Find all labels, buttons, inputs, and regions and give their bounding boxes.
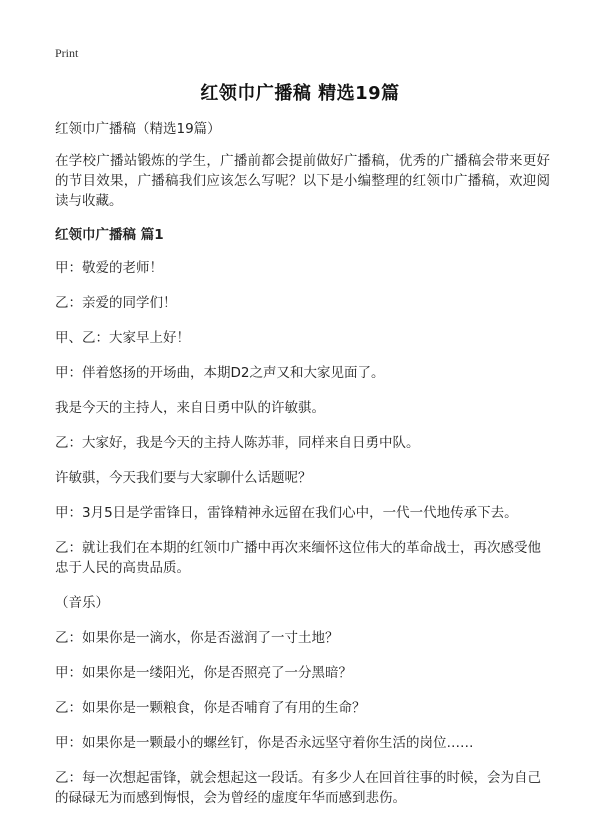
script-line: 乙：如果你是一颗粮食，你是否哺育了有用的生命？ <box>55 700 366 716</box>
print-link[interactable]: Print <box>55 46 79 60</box>
section-heading: 红领巾广播稿 篇1 <box>55 227 164 243</box>
script-line: 乙：每一次想起雷锋，就会想起这一段话。有多少人在回首往事的时候，会为自己的碌碌无为而感到悔恨，会为曾经的虚度年华而感到悲伤。 <box>55 770 541 806</box>
script-line: 甲：敬爱的老师！ <box>55 260 163 276</box>
script-line: 乙：大家好，我是今天的主持人陈苏菲，同样来自日勇中队。 <box>55 435 420 451</box>
document-body <box>55 119 550 823</box>
script-line: （音乐） <box>55 595 109 611</box>
document-subtitle: 红领巾广播稿（精选19篇） <box>55 121 221 137</box>
script-line: 甲：如果你是一颗最小的螺丝钉，你是否永远坚守着你生活的岗位…… <box>55 735 474 751</box>
script-line: 乙：如果你是一滴水，你是否滋润了一寸土地？ <box>55 630 339 646</box>
script-line: 甲：如果你是一缕阳光，你是否照亮了一分黑暗？ <box>55 665 352 681</box>
script-line: 乙：亲爱的同学们！ <box>55 295 177 311</box>
script-line: 许敏骐，今天我们要与大家聊什么话题呢？ <box>55 470 312 486</box>
intro-paragraph: 在学校广播站锻炼的学生，广播前都会提前做好广播稿，优秀的广播稿会带来更好的节目效果，广播稿我们应该怎么写呢？以下是小编整理的红领巾广播稿，欢迎阅读与收藏。 <box>55 153 550 209</box>
script-line: 乙：就让我们在本期的红领巾广播中再次来缅怀这位伟大的革命战士，再次感受他忠于人民的高贵品质。 <box>55 540 541 576</box>
page-title: 红领巾广播稿 精选19篇 <box>200 83 400 104</box>
script-line: 甲：3月5日是学雷锋日，雷锋精神永远留在我们心中，一代一代地传承下去。 <box>55 505 518 521</box>
script-line: 甲：伴着悠扬的开场曲，本期D2之声又和大家见面了。 <box>55 365 385 381</box>
script-line: 甲、乙：大家早上好！ <box>55 330 190 346</box>
script-line: 我是今天的主持人，来自日勇中队的许敏骐。 <box>55 400 325 416</box>
